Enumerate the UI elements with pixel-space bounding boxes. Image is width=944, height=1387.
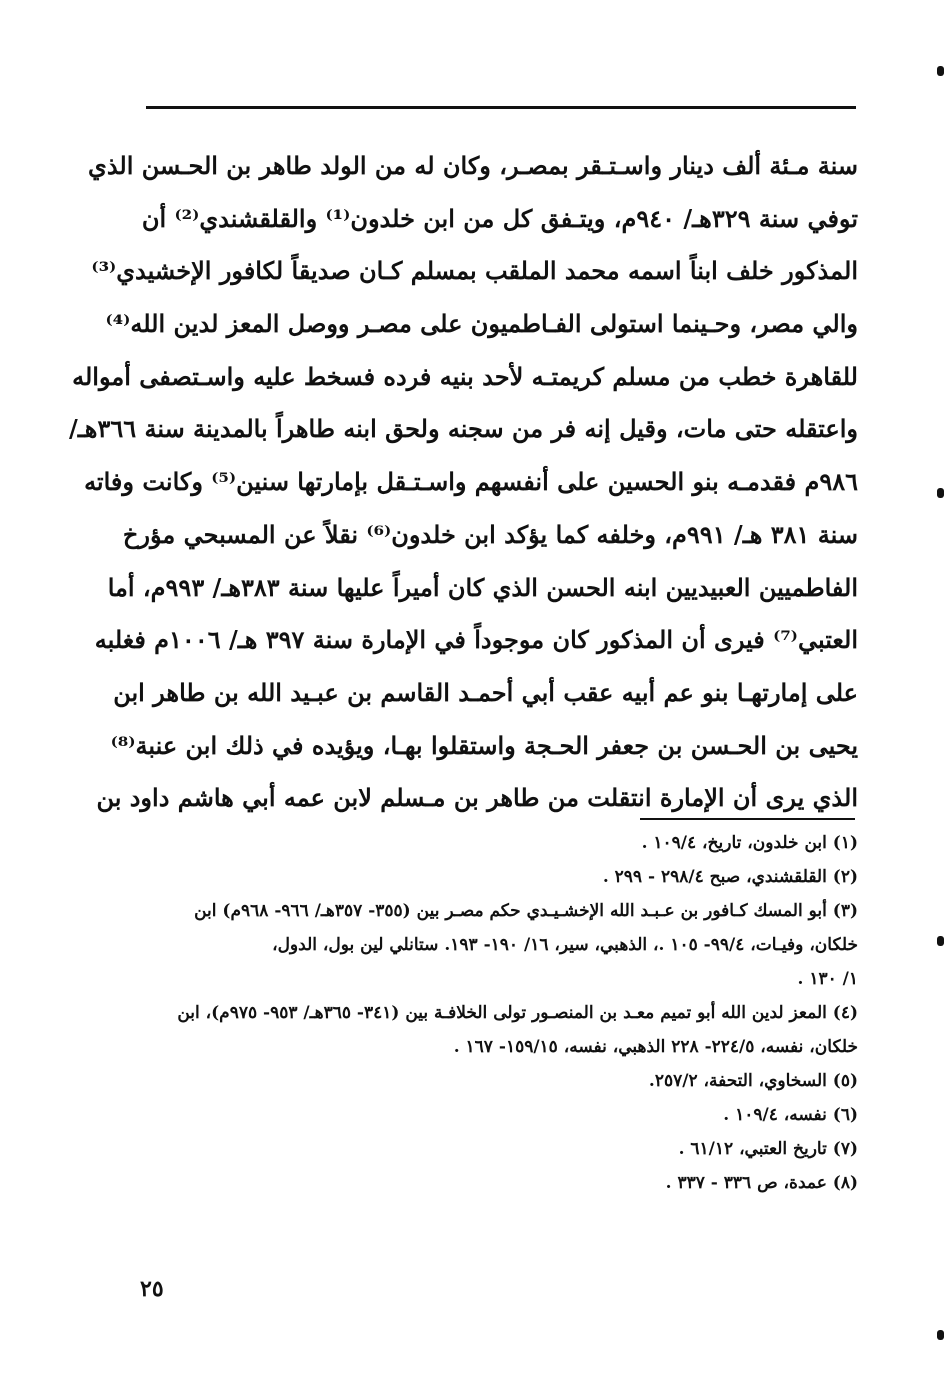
- main-text: [69, 140, 858, 825]
- text-line: سنة مـئة ألف دينار واسـتـقر بمصـر، وكان له من الولد طاهر بن الحـسن الذي: [88, 151, 858, 180]
- footnote-7: (٧) تاريخ العتبي، ٦١/١٢ .: [678, 1139, 858, 1159]
- footnote-3: (٣) أبو المسك كـافور بن عـبـد الله الإخشـيـدي حكم مصـر بين (٣٥٥- ٣٥٧هـ/ ٩٦٦- ٩٦٨م) ابن: [194, 901, 858, 921]
- text-line: توفي سنة ٣٢٩هـ/ ٩٤٠م، ويتـفق كل من ابن خلدون⁽¹⁾ والقلقشندي⁽²⁾ أن: [141, 203, 858, 233]
- header-rule: [146, 106, 856, 109]
- footnote-rule: [640, 818, 855, 820]
- footnote-8: (٨) عمدة، ص ٣٣٦ - ٣٣٧ .: [665, 1173, 858, 1193]
- footnote-1: (١) ابن خلدون، تاريخ، ١٠٩/٤ .: [641, 833, 858, 853]
- text-line: على إمارتهـا بنو عم أبيه عقب أبي أحمـد القاسم بن عبـيد الله بن طاهر ابن: [113, 677, 858, 707]
- scan-mark: [937, 66, 944, 76]
- footnote-3-continued: خلكان، وفيـات، ٩٩/٤- ١٠٥ .، الذهبي، سير، ١٦/ ١٩٠- ١٩٣. ستانلي لين بول، الدول،: [272, 935, 858, 955]
- text-line: الفاطميين العبيديين ابنه الحسن الذي كان أميراً عليها سنة ٣٨٣هـ/ ٩٩٣م، أما: [107, 572, 858, 602]
- text-line: واعتقله حتى مات، وقيل إنه فر من سجنه ولحق ابنه طاهراً بالمدينة سنة ٣٦٦هـ/: [69, 414, 858, 444]
- footnote-3-continued: ١/ ١٣٠ .: [797, 969, 858, 989]
- text-line: الذي يرى أن الإمارة انتقلت من طاهر بن مـسلم لابن عمه أبي هاشم داود بن: [96, 783, 858, 813]
- text-line: ٩٨٦م فقدمـه بنو الحسين على أنفسهم واسـتـقل بإمارتها سنين⁽⁵⁾ وكانت وفاته: [84, 467, 858, 497]
- text-line: المذكور خلف ابناً اسمه محمد الملقب بمسلم كـان صديقاً لكافور الإخشيدي⁽³⁾: [91, 256, 858, 286]
- scan-mark: [937, 488, 944, 498]
- footnote-5: (٥) السخاوي، التحفة، ٢٥٧/٢.: [648, 1071, 858, 1091]
- footnote-4: (٤) المعز لدين الله أبو تميم معـد بن المنصـور تولى الخلافـة بين (٣٤١- ٣٦٥هـ/ ٩٥٣- ٩٧٥م)، ابن: [177, 1003, 858, 1023]
- text-line: للقاهرة خطب من مسلم كريمتـه لأحد بنيه فرده فسخط عليه واسـتصفى أمواله: [72, 361, 858, 391]
- scan-mark: [937, 1330, 944, 1340]
- footnote-4-continued: خلكان، نفسه، ٢٢٤/٥- ٢٢٨ الذهبي، نفسه، ١٥٩/١٥- ١٦٧ .: [453, 1037, 858, 1057]
- footnote-2: (٢) القلقشندي، صبح ٢٩٨/٤ - ٢٩٩ .: [602, 867, 858, 887]
- text-line: والي مصر، وحـينما استولى الفـاطميون على مصـر ووصل المعز لدين الله⁽⁴⁾: [105, 309, 858, 339]
- text-line: يحيى بن الحـسن بن جعفر الحـجة واستقلوا بهـا، ويؤيده في ذلك ابن عنبة⁽⁸⁾: [110, 730, 858, 760]
- footnotes: [146, 826, 858, 1200]
- page-number: ٢٥: [140, 1276, 164, 1302]
- text-line: سنة ٣٨١ هـ/ ٩٩١م، وخلفه كما يؤكد ابن خلدون⁽⁶⁾ نقلاً عن المسبحي مؤرخ: [122, 519, 858, 549]
- footnote-6: (٦) نفسه، ١٠٩/٤ .: [723, 1105, 858, 1125]
- text-line: العتبي⁽⁷⁾ فيرى أن المذكور كان موجوداً في الإمارة سنة ٣٩٧ هـ/ ١٠٠٦م فغلبه: [94, 625, 858, 655]
- scan-mark: [937, 936, 944, 946]
